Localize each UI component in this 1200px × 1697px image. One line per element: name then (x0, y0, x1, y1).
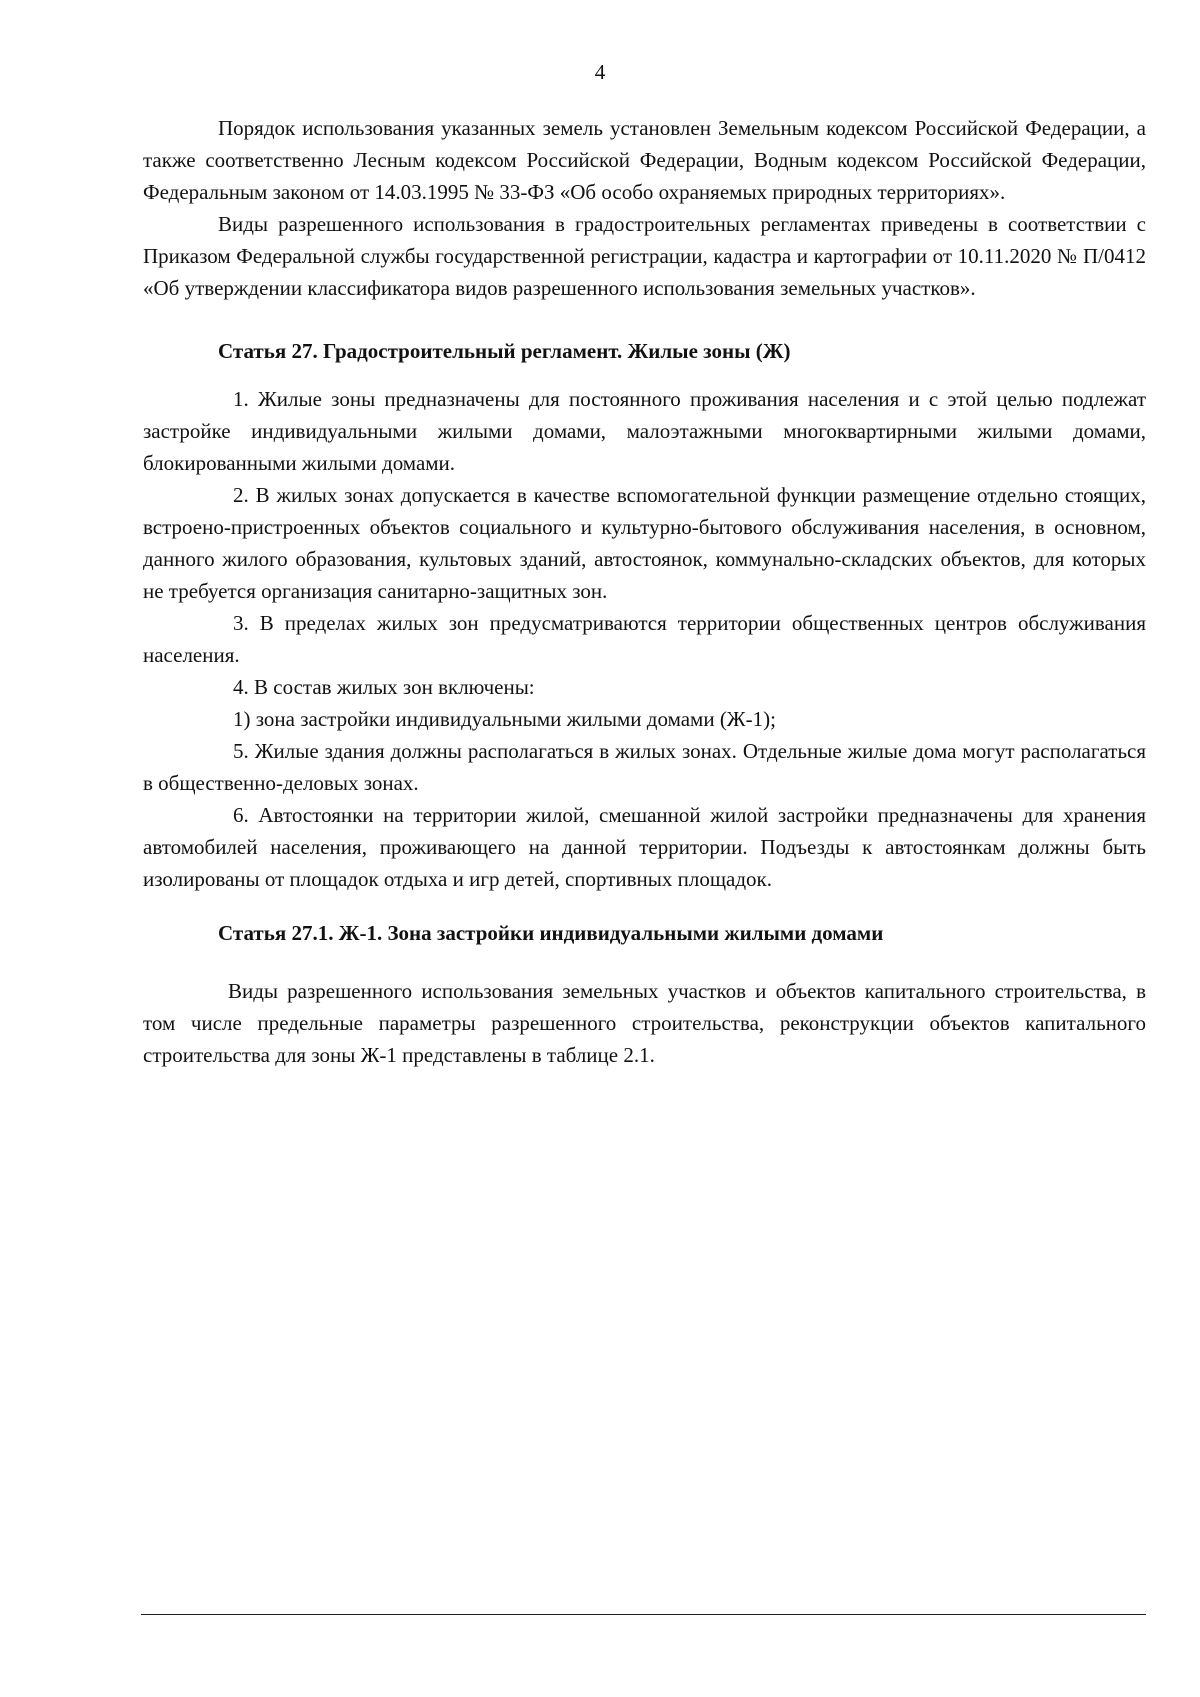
article-27-1-paragraph: Виды разрешенного использования земельных участков и объектов капитального строительства, в том числе предельные параметры разрешенного строительства, реконструкции объектов капитального строительства для зоны Ж-1 представлены в таблице 2.1. (143, 979, 1146, 1067)
article-27-item-4: 4. В состав жилых зон включены: (233, 675, 535, 699)
article-27-heading: Статья 27. Градостроительный регламент. Жилые зоны (Ж) (218, 339, 791, 363)
article-27-item-5: 5. Жилые здания должны располагаться в жилых зонах. Отдельные жилые дома могут располагаться в общественно-деловых зонах. (143, 739, 1146, 795)
article-27-subitem-1: 1) зона застройки индивидуальными жилыми домами (Ж-1); (233, 707, 776, 731)
article-27-item-2: 2. В жилых зонах допускается в качестве вспомогательной функции размещение отдельно стоящих, встроено-пристроенных объектов социального и культурно-бытового обслуживания населения, в основном, данного жилого образования, культовых зданий, автостоянок, коммунально-складских объектов, для которых не требуется организация санитарно-защитных зон. (143, 483, 1146, 603)
spacer (143, 367, 1146, 383)
page-number: 4 (594, 60, 606, 84)
article-27-item-6: 6. Автостоянки на территории жилой, смешанной жилой застройки предназначены для хранения автомобилей населения, проживающего на данной территории. Подъезды к автостоянкам должны быть изолированы от площадок отдыха и игр детей, спортивных площадок. (143, 803, 1146, 891)
footer-rule (141, 1614, 1146, 1615)
spacer (143, 949, 1146, 975)
spacer (143, 895, 1146, 917)
article-27-item-3: 3. В пределах жилых зон предусматриваются территории общественных центров обслуживания населения. (143, 611, 1146, 667)
page-content (143, 112, 1146, 1071)
spacer (143, 304, 1146, 335)
intro-paragraph-permitted-use: Виды разрешенного использования в градостроительных регламентах приведены в соответствии с Приказом Федеральной службы государственной регистрации, кадастра и картографии от 10.11.2020 № П/0412 «Об утверждении классификатора видов разрешенного использования земельных участков». (143, 212, 1146, 300)
article-27-1-heading: Статья 27.1. Ж-1. Зона застройки индивидуальными жилыми домами (218, 921, 884, 945)
article-27-item-1: 1. Жилые зоны предназначены для постоянного проживания населения и с этой целью подлежат застройке индивидуальными жилыми домами, малоэтажными многоквартирными жилыми домами, блокированными жилыми домами. (143, 387, 1146, 475)
intro-paragraph-land-use-order: Порядок использования указанных земель установлен Земельным кодексом Российской Федерации, а также соответственно Лесным кодексом Российской Федерации, Водным кодексом Российской Федерации, Федеральным законом от 14.03.1995 № 33-ФЗ «Об особо охраняемых природных территориях». (143, 116, 1146, 204)
